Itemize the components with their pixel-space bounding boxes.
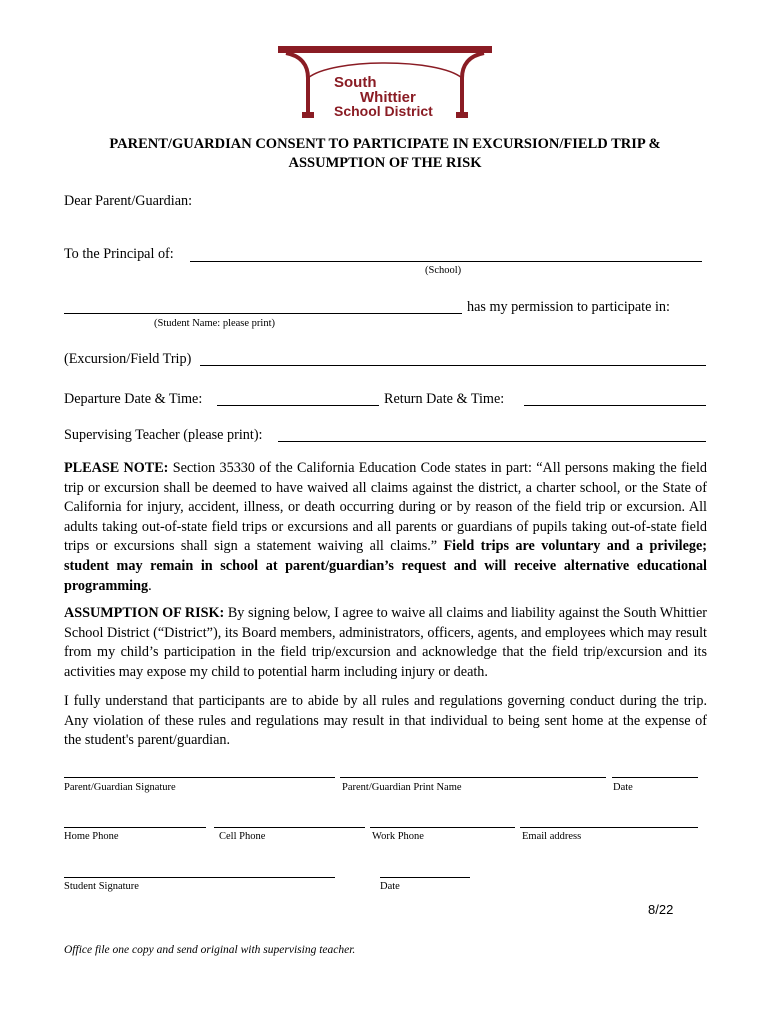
email-caption: Email address (522, 831, 582, 842)
please-note-end: . (148, 577, 152, 594)
permission-text: has my permission to participate in: (467, 299, 670, 315)
principal-label: To the Principal of: (64, 246, 174, 262)
cell-phone-caption: Cell Phone (219, 831, 266, 842)
logo-line-1: South (334, 74, 377, 91)
please-note-body: Section 35330 of the California Education Code states in part: “All persons making the field trip or excursion shall be deemed to have waived all claims against the district, a charter school, or the State of California for injury, accident, illness, or death occurring during or by reason of the field trip or excursion. All adults taking out-of-state field trips or excursions and all parents or guardians of pupils taking out-of-state field trips or excursions shall sign a statement waiving all claims.” (64, 460, 707, 555)
school-field[interactable] (190, 261, 702, 262)
work-phone-field[interactable] (370, 827, 515, 828)
return-field[interactable] (524, 405, 706, 406)
logo-line-2: Whittier (360, 89, 416, 106)
date-caption-2: Date (380, 881, 400, 892)
please-note-bold: Field trips are voluntary and a privilege; student may remain in school at parent/guardian’s request and will receive alternative educational programming (64, 538, 707, 594)
please-note-heading: PLEASE NOTE: (64, 460, 169, 476)
excursion-field[interactable] (200, 365, 706, 366)
departure-field[interactable] (217, 405, 379, 406)
parent-signature-field[interactable] (64, 777, 335, 778)
work-phone-caption: Work Phone (372, 831, 424, 842)
risk-heading: ASSUMPTION OF RISK: (64, 605, 225, 621)
student-name-caption: (Student Name: please print) (154, 318, 276, 329)
district-logo (272, 44, 498, 120)
departure-label: Departure Date & Time: (64, 391, 203, 407)
office-note: Office file one copy and send original with supervising teacher. (64, 944, 356, 956)
logo-line-3: School District (334, 103, 433, 119)
understand-paragraph: I fully understand that participants are to abide by all rules and regulations governing conduct during the trip. Any violation of these rules and regulations may result in that individual to being sent home at the expense of the student's parent/guardian. (64, 693, 707, 749)
home-phone-caption: Home Phone (64, 831, 119, 842)
greeting: Dear Parent/Guardian: (64, 193, 193, 209)
assumption-of-risk-paragraph (64, 604, 707, 682)
home-phone-field[interactable] (64, 827, 206, 828)
form-version: 8/22 (648, 902, 674, 917)
student-signature-caption: Student Signature (64, 881, 139, 892)
parent-signature-caption: Parent/Guardian Signature (64, 782, 176, 793)
return-label: Return Date & Time: (384, 391, 505, 407)
teacher-field[interactable] (278, 441, 706, 442)
form-title-line-2: ASSUMPTION OF THE RISK (288, 155, 482, 171)
parent-print-name-field[interactable] (340, 777, 606, 778)
parent-print-name-caption: Parent/Guardian Print Name (342, 782, 462, 793)
student-name-field[interactable] (64, 313, 462, 314)
date-field-1[interactable] (612, 777, 698, 778)
student-signature-field[interactable] (64, 877, 335, 878)
please-note-paragraph (64, 459, 707, 596)
cell-phone-field[interactable] (214, 827, 365, 828)
excursion-label: (Excursion/Field Trip) (64, 351, 192, 367)
form-title-line-1: PARENT/GUARDIAN CONSENT TO PARTICIPATE IN EXCURSION/FIELD TRIP & (109, 136, 661, 152)
risk-body: By signing below, I agree to waive all claims and liability against the South Whittier School District (“District”), its Board members, administrators, officers, agents, and employees which may result from my child’s participation in the field trip/excursion and acknowledge that the field trip/excursion and its activities may expose my child to potential harm including injury or death. (64, 605, 708, 680)
date-caption-1: Date (613, 782, 633, 793)
date-field-2[interactable] (380, 877, 470, 878)
school-caption: (School) (425, 265, 462, 276)
email-field[interactable] (520, 827, 698, 828)
teacher-label: Supervising Teacher (please print): (64, 427, 263, 443)
